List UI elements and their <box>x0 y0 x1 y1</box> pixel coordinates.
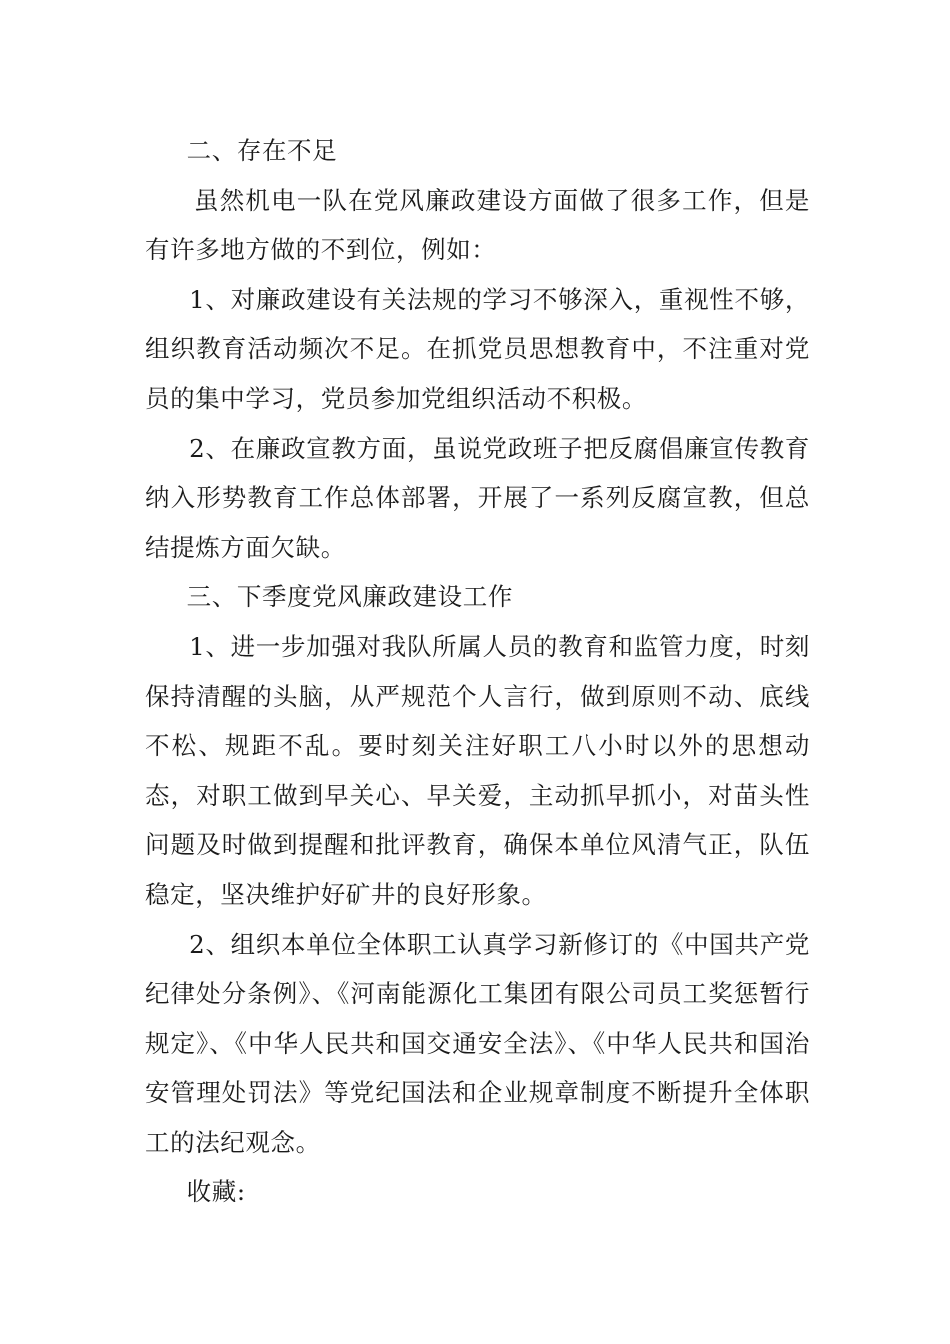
plan-item-2: 2、组织本单位全体职工认真学习新修订的《中国共产党纪律处分条例》、《河南能源化工集团有限公司员工奖惩暂行规定》、《中华人民共和国交通安全法》、《中华人民共和国治安管理处罚法》等党纪国法和企业规章制度不断提升全体职工的法纪观念。 <box>145 929 810 1157</box>
section-heading-shortcomings: 二、存在不足 <box>186 136 338 165</box>
shortcoming-item-1: 1、对廉政建设有关法规的学习不够深入，重视性不够，组织教育活动频次不足。在抓党员思想教育中，不注重对党员的集中学习，党员参加党组织活动不积极。 <box>145 284 810 413</box>
document-body <box>145 126 810 1217</box>
shortcoming-item-2: 2、在廉政宣教方面，虽说党政班子把反腐倡廉宣传教育纳入形势教育工作总体部署，开展了一系列反腐宣教，但总结提炼方面欠缺。 <box>145 433 810 562</box>
section-heading-next-quarter: 三、下季度党风廉政建设工作 <box>186 582 513 612</box>
favorite-label[interactable]: 收藏: <box>186 1177 246 1207</box>
section-intro-paragraph: 虽然机电一队在党风廉政建设方面做了很多工作，但是有许多地方做的不到位，例如： <box>145 185 810 265</box>
plan-item-1: 1、进一步加强对我队所属人员的教育和监管力度，时刻保持清醒的头脑，从严规范个人言行，做到原则不动、底线不松、规距不乱。要时刻关注好职工八小时以外的思想动态，对职工做到早关心、早关爱，主动抓早抓小，对苗头性问题及时做到提醒和批评教育，确保本单位风清气正，队伍稳定，坚决维护好矿井的良好形象。 <box>145 631 810 909</box>
